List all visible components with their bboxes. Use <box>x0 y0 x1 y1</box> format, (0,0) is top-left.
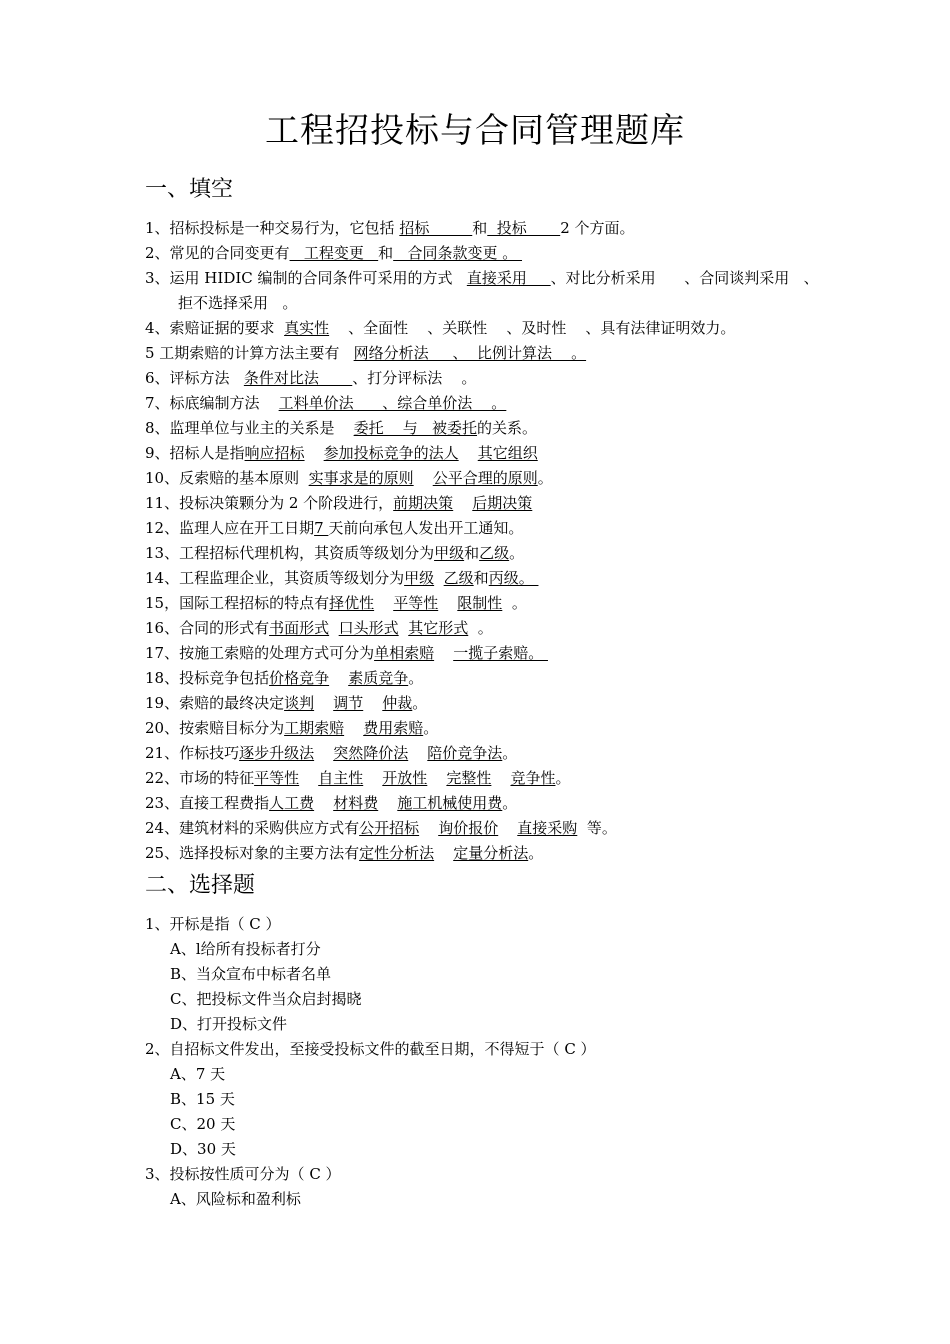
answer-blank: 人工费 <box>269 794 315 812</box>
question-text: 和 <box>473 569 489 587</box>
answer-blank: 直接采用 <box>466 269 551 287</box>
answer-blank: 工期索赔 <box>284 719 345 737</box>
fill-blank-item <box>145 416 825 441</box>
fill-blank-item <box>145 366 825 391</box>
fill-blank-item <box>145 641 825 666</box>
fill-blank-item <box>145 266 825 316</box>
fill-blank-item <box>145 541 825 566</box>
question-text: 。 <box>720 319 736 337</box>
fill-blank-item <box>145 616 825 641</box>
answer-blank: 口头形式 <box>338 619 399 637</box>
question-text <box>374 594 393 612</box>
question-text <box>414 469 433 487</box>
question-text: 和 <box>472 219 488 237</box>
question-text: 1、招标投标是一种交易行为，它包括 <box>145 219 400 237</box>
fill-blank-item <box>145 791 825 816</box>
question-text: 、对比分析采用 、合同谈判采用 、拒不选择采用 <box>178 269 819 312</box>
question-text <box>498 819 517 837</box>
choice-option: C、把投标文件当众启封揭晓 <box>170 990 362 1008</box>
answer-blank: 费用索赔 <box>363 719 424 737</box>
answer-blank: 7 <box>314 519 329 537</box>
answer-blank: 后期决策 <box>472 494 533 512</box>
question-text: 18、投标竞争包括 <box>145 669 270 687</box>
question-text: 7、标底编制方法 <box>145 394 279 412</box>
document-title: 工程招投标与合同管理题库 <box>265 111 685 151</box>
answer-blank: 公开招标 <box>359 819 420 837</box>
answer-blank: 前期决策 <box>393 494 454 512</box>
answer-blank: 公平合理的原则 <box>432 469 538 487</box>
answer-blank: 完整性 <box>446 769 492 787</box>
fill-blank-item <box>145 491 825 516</box>
question-text: 和 <box>464 544 480 562</box>
question-text: 。 <box>408 669 424 687</box>
question-text: 14、工程监理企业，其资质等级划分为 <box>145 569 405 587</box>
answer-blank: 工程变更 <box>289 244 379 262</box>
fill-blank-item <box>145 741 825 766</box>
question-text <box>459 444 478 462</box>
question-text <box>314 744 333 762</box>
answer-blank: 材料费 <box>333 794 379 812</box>
question-text: 3、运用 HIDIC 编制的合同条件可采用的方式 <box>145 269 467 287</box>
question-text: 2 个方面。 <box>560 219 635 237</box>
question-text: 。 <box>468 619 493 637</box>
question-text: 24、建筑材料的采购供应方式有 <box>145 819 360 837</box>
fill-blank-item <box>145 666 825 691</box>
answer-blank: 平等性 <box>254 769 300 787</box>
question-text <box>314 694 333 712</box>
question-text: 、打分评标法 <box>352 369 462 387</box>
question-text: 11、投标决策颗分为 2 个阶段进行， <box>145 494 394 512</box>
question-text <box>434 644 453 662</box>
choice-question: 1、开标是指（ C ） <box>145 915 281 933</box>
question-text <box>363 769 382 787</box>
fill-blank-item <box>145 566 825 591</box>
answer-blank: 逐步升级法 <box>239 744 315 762</box>
question-text: 12、监理人应在开工日期 <box>145 519 315 537</box>
answer-blank: 谈判 <box>284 694 315 712</box>
question-text: 。 <box>461 369 477 387</box>
question-text: 等。 <box>577 819 617 837</box>
fill-blank-item <box>145 841 825 866</box>
question-text: 10、反索赔的基本原则 <box>145 469 309 487</box>
answer-blank: 委托 与 被委托 <box>353 419 478 437</box>
answer-blank: 其它形式 <box>408 619 469 637</box>
question-text: 的关系。 <box>477 419 538 437</box>
fill-blank-item <box>145 691 825 716</box>
choice-question: 2、自招标文件发出，至接受投标文件的截至日期，不得短于（ C ） <box>145 1040 596 1058</box>
question-text <box>329 669 348 687</box>
question-text: 21、作标技巧 <box>145 744 240 762</box>
question-text: 。 <box>528 844 544 862</box>
answer-blank: 竞争性 <box>510 769 556 787</box>
fill-blank-item <box>145 466 825 491</box>
answer-blank: 真实性 <box>284 319 330 337</box>
question-text: 20、按索赔目标分为 <box>145 719 285 737</box>
question-text: 。 <box>423 719 439 737</box>
answer-blank: 单相索赔 <box>374 644 435 662</box>
question-text: 8、监理单位与业主的关系是 <box>145 419 354 437</box>
choice-option: B、15 天 <box>170 1090 235 1108</box>
question-text: 25、选择投标对象的主要方法有 <box>145 844 360 862</box>
answer-blank: 网络分析法 、 比例计算法 。 <box>353 344 587 362</box>
question-text <box>344 719 363 737</box>
question-text <box>299 769 318 787</box>
answer-blank: 询价报价 <box>438 819 499 837</box>
question-text: 2、常见的合同变更有 <box>145 244 290 262</box>
question-text: 。 <box>412 694 428 712</box>
answer-blank: 甲级 <box>404 569 435 587</box>
choice-question: 3、投标按性质可分为（ C ） <box>145 1165 341 1183</box>
fill-blank-item <box>145 241 825 266</box>
question-text: 6、评标方法 <box>145 369 244 387</box>
answer-blank: 价格竞争 <box>269 669 330 687</box>
question-text <box>434 844 453 862</box>
answer-blank: 开放性 <box>382 769 428 787</box>
question-text: 。 <box>502 744 518 762</box>
fill-blank-item <box>145 516 825 541</box>
fill-blank-item <box>145 391 825 416</box>
answer-blank: 乙级 <box>443 569 474 587</box>
answer-blank: 乙级 <box>479 544 510 562</box>
choice-option: D、打开投标文件 <box>170 1015 288 1033</box>
question-text: 4、索赔证据的要求 <box>145 319 285 337</box>
question-text <box>453 494 472 512</box>
answer-blank: 工料单价法 、综合单价法 。 <box>278 394 507 412</box>
answer-blank: 其它组织 <box>477 444 538 462</box>
question-text: 。 <box>282 294 298 312</box>
question-text <box>305 444 324 462</box>
answer-blank: 书面形式 <box>269 619 330 637</box>
question-text: 9、招标人是指 <box>145 444 245 462</box>
answer-blank: 调节 <box>333 694 364 712</box>
question-text: 和 <box>378 244 394 262</box>
answer-blank: 平等性 <box>393 594 439 612</box>
question-text: 13、工程招标代理机构，其资质等级划分为 <box>145 544 435 562</box>
answer-blank: 直接采购 <box>517 819 578 837</box>
answer-blank: 条件对比法 <box>243 369 353 387</box>
answer-blank: 自主性 <box>318 769 364 787</box>
choice-option: D、30 天 <box>170 1140 236 1158</box>
question-text: 23、直接工程费指 <box>145 794 270 812</box>
question-text <box>399 619 409 637</box>
fill-blank-item <box>145 316 825 341</box>
question-text <box>363 694 382 712</box>
answer-blank: 限制性 <box>457 594 503 612</box>
question-text: 22、市场的特征 <box>145 769 255 787</box>
question-text: 15，国际工程招标的特点有 <box>145 594 330 612</box>
choice-option: B、当众宣布中标者名单 <box>170 965 332 983</box>
answer-blank: 丙级。 <box>488 569 539 587</box>
question-text: 。 <box>502 794 518 812</box>
answer-blank: 定性分析法 <box>359 844 435 862</box>
question-text: 天前向承包人发出开工通知。 <box>328 519 524 537</box>
answer-blank: 一揽子索赔。 <box>453 644 548 662</box>
fill-blank-item <box>145 341 825 366</box>
answer-blank: 投标 <box>487 219 561 237</box>
answer-blank: 仲裁 <box>382 694 413 712</box>
question-text <box>434 569 444 587</box>
question-text: 、全面性 、关联性 、及时性 、具有法律证明效力 <box>329 319 721 337</box>
fill-blank-item <box>145 716 825 741</box>
answer-blank: 突然降价法 <box>333 744 409 762</box>
answer-blank: 择优性 <box>329 594 375 612</box>
question-text: 5 工期索赔的计算方法主要有 <box>145 344 354 362</box>
question-text <box>491 769 510 787</box>
question-text: 。 <box>537 469 553 487</box>
multiple-choice-list <box>145 912 825 1212</box>
answer-blank: 响应招标 <box>244 444 305 462</box>
question-text: 。 <box>509 544 525 562</box>
choice-option: C、20 天 <box>170 1115 236 1133</box>
fill-blank-item <box>145 441 825 466</box>
question-text <box>438 594 457 612</box>
section-heading-multiple-choice: 二、选择题 <box>145 873 256 898</box>
fill-blank-list <box>145 216 825 866</box>
fill-blank-item <box>145 816 825 841</box>
question-text: 17、按施工索赔的处理方式可分为 <box>145 644 375 662</box>
fill-blank-item <box>145 766 825 791</box>
answer-blank: 甲级 <box>434 544 465 562</box>
choice-option: A、风险标和盈利标 <box>170 1190 301 1208</box>
question-text: 16、合同的形式有 <box>145 619 270 637</box>
fill-blank-item <box>145 591 825 616</box>
answer-blank: 参加投标竞争的法人 <box>323 444 459 462</box>
section-heading-fill-blank: 一、填空 <box>145 177 234 202</box>
question-text: 。 <box>555 769 571 787</box>
answer-blank: 实事求是的原则 <box>308 469 414 487</box>
question-text: 19、索赔的最终决定 <box>145 694 285 712</box>
question-text <box>427 769 446 787</box>
question-text <box>329 619 339 637</box>
answer-blank: 施工机械使用费 <box>397 794 503 812</box>
question-text <box>419 819 438 837</box>
question-text <box>408 744 427 762</box>
answer-blank: 素质竞争 <box>348 669 409 687</box>
choice-option: A、l给所有投标者打分 <box>170 940 321 958</box>
fill-blank-item <box>145 216 825 241</box>
answer-blank: 定量分析法 <box>453 844 529 862</box>
choice-option: A、7 天 <box>170 1065 226 1083</box>
question-text <box>314 794 333 812</box>
answer-blank: 合同条款变更 。 <box>393 244 523 262</box>
question-text <box>378 794 397 812</box>
answer-blank: 招标 <box>399 219 473 237</box>
question-text: 。 <box>502 594 527 612</box>
answer-blank: 陪价竞争法 <box>427 744 503 762</box>
